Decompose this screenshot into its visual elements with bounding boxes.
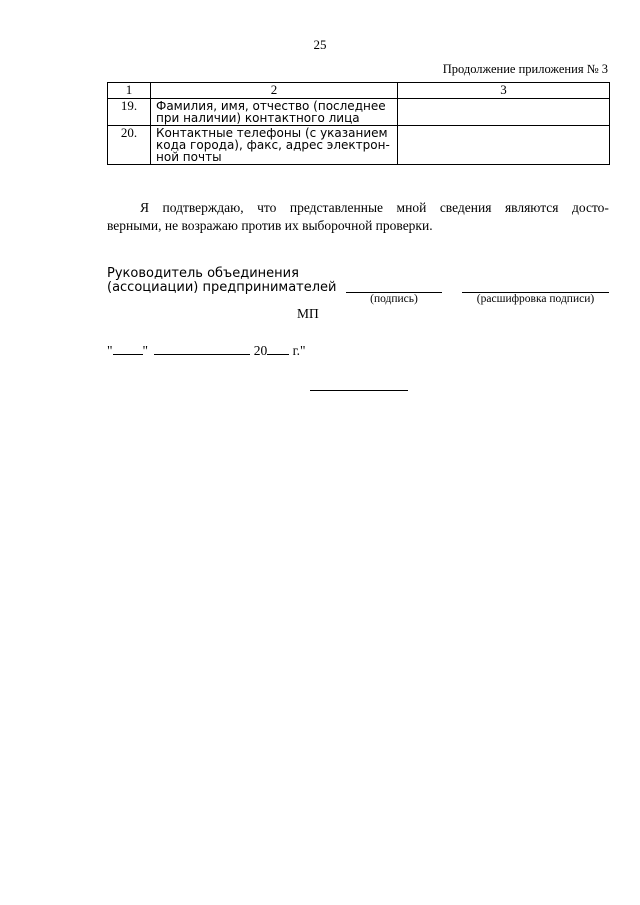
row-number: 20. bbox=[108, 126, 151, 165]
confirmation-word: досто- bbox=[572, 200, 609, 215]
head-title-line1: Руководитель объединения bbox=[107, 266, 299, 281]
row-value-cell[interactable] bbox=[398, 126, 610, 165]
head-title-line2: (ассоциации) предпринимателей bbox=[107, 280, 337, 295]
month-blank[interactable] bbox=[154, 343, 250, 355]
column-header-3: 3 bbox=[398, 83, 610, 99]
row-number: 19. bbox=[108, 99, 151, 126]
signature-caption: (подпись) bbox=[370, 293, 418, 305]
confirmation-text-line1 bbox=[140, 200, 609, 216]
description-line: при наличии) контактного лица bbox=[156, 111, 360, 125]
column-header-2: 2 bbox=[151, 83, 398, 99]
form-table bbox=[107, 82, 610, 165]
confirmation-word: что bbox=[257, 200, 277, 215]
description-line: кода города), факс, адрес электрон- bbox=[156, 138, 390, 152]
confirmation-word: представленные bbox=[289, 200, 384, 215]
confirmation-word: являются bbox=[504, 200, 559, 215]
description-line: Фамилия, имя, отчество (последнее bbox=[156, 99, 386, 113]
day-blank[interactable] bbox=[113, 343, 143, 355]
confirmation-word: подтверждаю, bbox=[162, 200, 244, 215]
confirmation-text-line2: верными, не возражаю против их выборочной проверки. bbox=[107, 218, 433, 233]
confirmation-word: Я bbox=[140, 200, 150, 215]
row-description bbox=[151, 99, 398, 126]
signature-decoding-field[interactable] bbox=[462, 292, 609, 305]
year-suffix: г." bbox=[289, 343, 306, 358]
description-line: ной почты bbox=[156, 150, 222, 164]
description-line: Контактные телефоны (с указанием bbox=[156, 126, 388, 140]
confirmation-word: мной bbox=[396, 200, 427, 215]
year-prefix: 20 bbox=[253, 343, 268, 358]
row-value-cell[interactable] bbox=[398, 99, 610, 126]
appendix-continuation: Продолжение приложения № 3 bbox=[442, 62, 608, 76]
date-field[interactable] bbox=[107, 343, 306, 359]
end-divider bbox=[310, 390, 408, 391]
stamp-place: МП bbox=[297, 306, 319, 321]
date-close-quote: " bbox=[142, 343, 149, 358]
date-open-quote: " bbox=[107, 343, 113, 358]
column-header-1: 1 bbox=[108, 83, 151, 99]
signature-decoding-caption: (расшифровка подписи) bbox=[476, 293, 595, 305]
table-header-row bbox=[108, 83, 610, 99]
year-blank[interactable] bbox=[267, 343, 289, 355]
page-number: 25 bbox=[313, 37, 327, 52]
row-description bbox=[151, 126, 398, 165]
signature-field[interactable] bbox=[346, 292, 442, 305]
table-row bbox=[108, 126, 610, 165]
confirmation-word: сведения bbox=[439, 200, 492, 215]
table-row bbox=[108, 99, 610, 126]
